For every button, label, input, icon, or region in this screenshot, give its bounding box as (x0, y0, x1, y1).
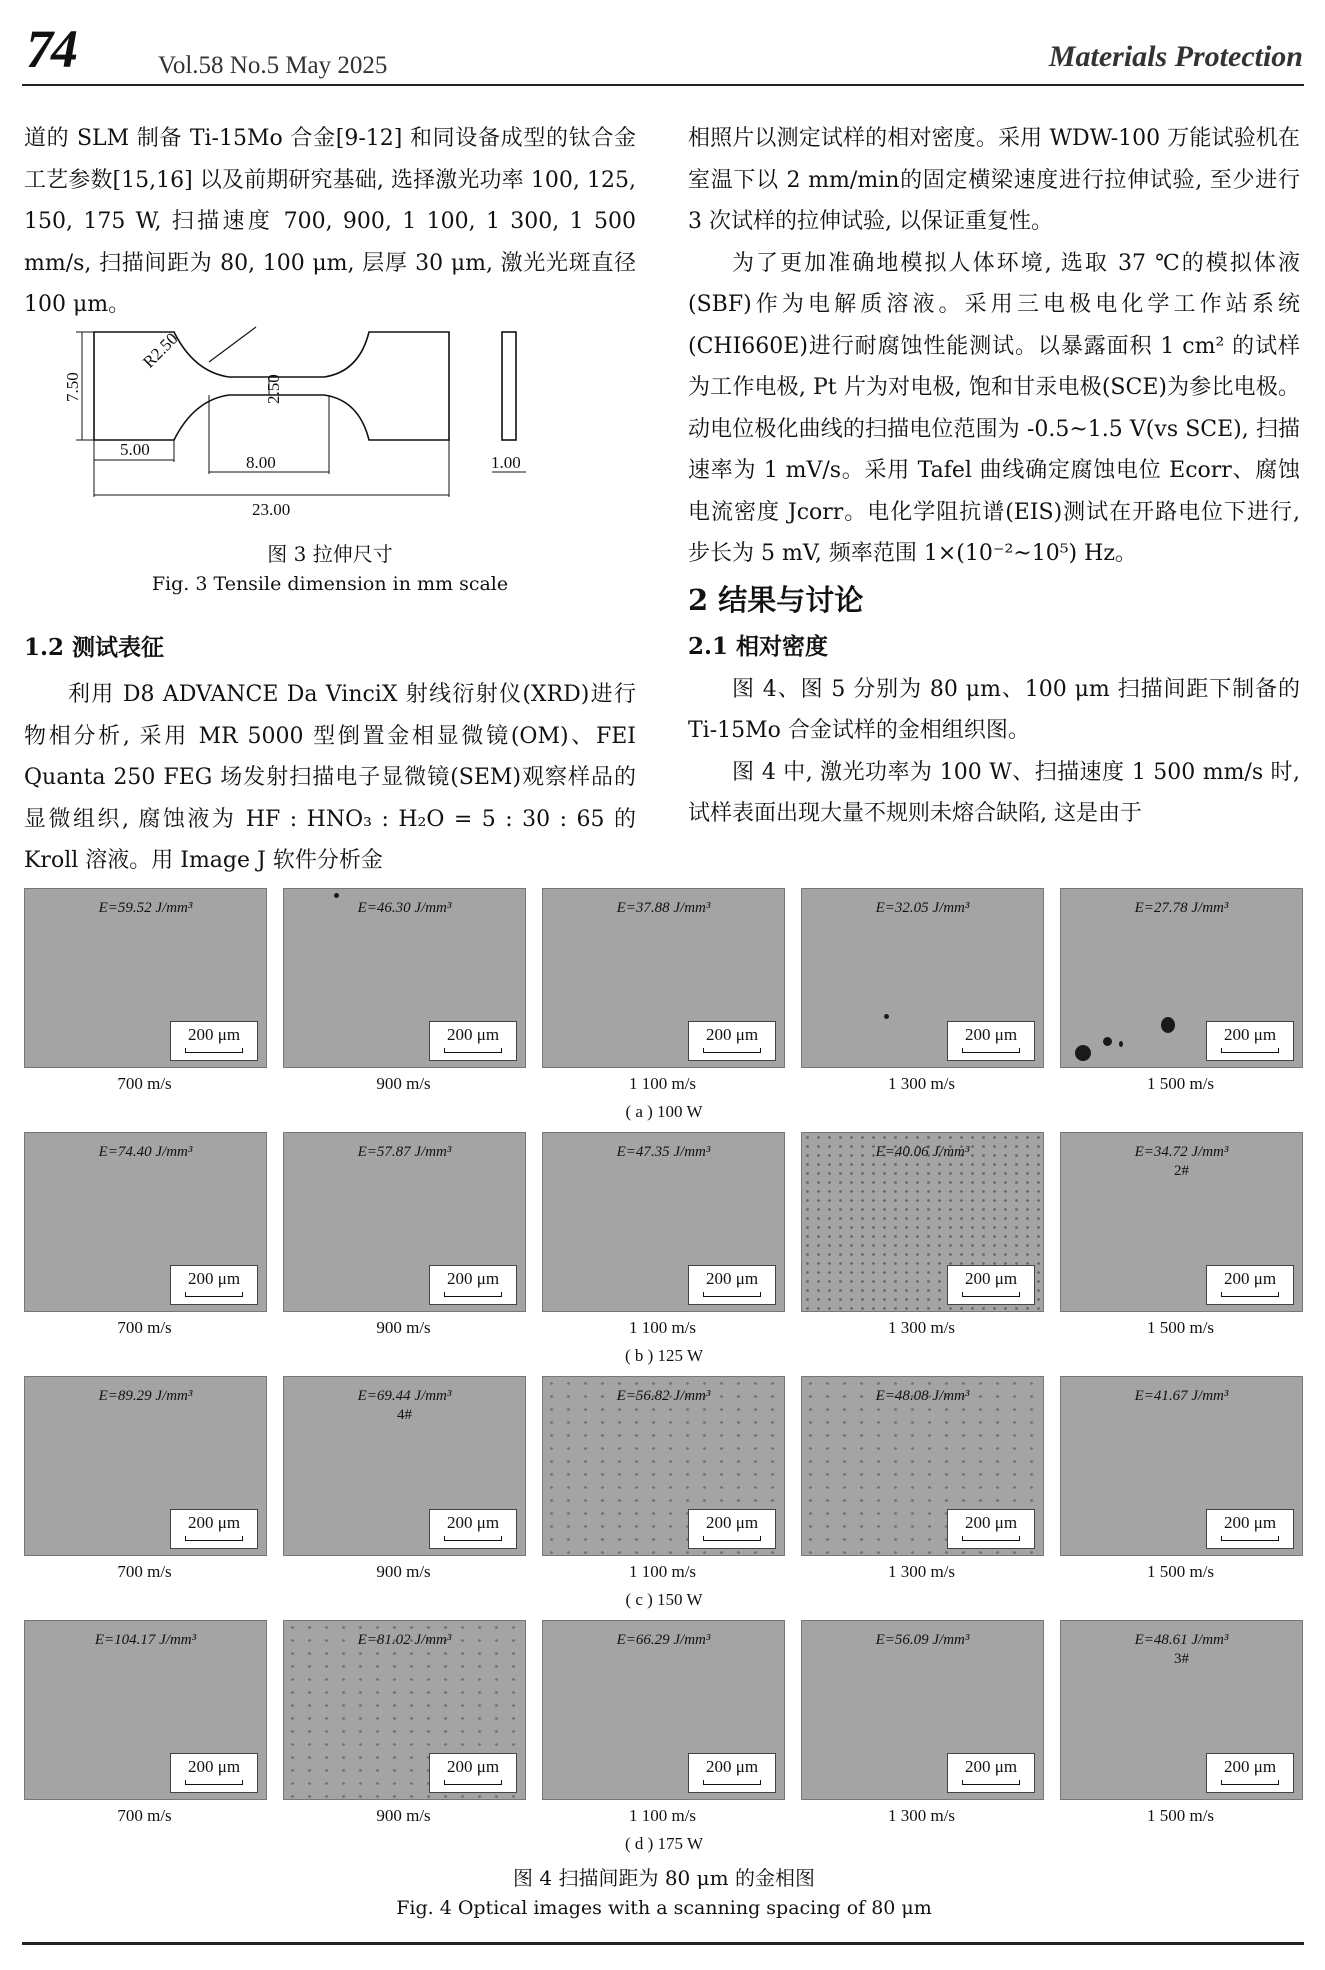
energy-label: E=32.05 J/mm³ (875, 900, 970, 916)
row-label: ( b ) 125 W (624, 1346, 704, 1365)
speed-label: 900 m/s (376, 1074, 431, 1093)
label-800: 8.00 (246, 453, 276, 472)
scale-bar: 200 μm (947, 1753, 1035, 1793)
figure-3-caption-cn: 图 3 拉伸尺寸 (267, 542, 393, 566)
figure-4-grid (24, 888, 1304, 1864)
paragraph: 利用 D8 ADVANCE Da VinciX 射线衍射仪(XRD)进行物相分析, 采用 MR 5000 型倒置金相显微镜(OM)、FEI Quanta 250 FEG 场发射扫描电子显微镜(SEM)观察样品的显微组织, 腐蚀液为 HF : HNO₃ : H₂O = 5 : 30 : 65 的 Kroll 溶液。用 Image J 软件分析金 (24, 682, 636, 873)
figure-4-caption-cn: 图 4 扫描间距为 80 μm 的金相图 (513, 1866, 815, 1890)
figure-3 (24, 322, 636, 617)
scale-bar: 200 μm (429, 1021, 517, 1061)
figure-row-d (24, 1620, 1304, 1864)
speed-label: 1 500 m/s (1146, 1562, 1215, 1581)
micrograph-panel (1060, 1132, 1303, 1312)
speed-label: 1 100 m/s (628, 1318, 697, 1337)
scale-bar: 200 μm (688, 1021, 776, 1061)
energy-label: E=37.88 J/mm³ (616, 900, 711, 916)
scale-bar: 200 μm (170, 1509, 258, 1549)
scale-bar: 200 μm (688, 1753, 776, 1793)
energy-label: E=40.06 J/mm³ (875, 1144, 970, 1160)
figure-4-caption-en: Fig. 4 Optical images with a scanning spacing of 80 μm (396, 1897, 932, 1919)
paragraph: 为了更加准确地模拟人体环境, 选取 37 ℃的模拟体液(SBF)作为电解质溶液。采用三电极电化学工作站系统(CHI660E)进行耐腐蚀性能测试。以暴露面积 1 cm² 的试样为工作电极, Pt 片为对电极, 饱和甘汞电极(SCE)为参比电极。动电位极化曲线的扫描电位范围为 -0.5~1.5 V(vs SCE), 扫描速率为 1 mV/s。采用 Tafel 曲线确定腐蚀电位 Ecorr、腐蚀电流密度 Jcorr。电化学阻抗谱(EIS)测试在开路电位下进行, 步长为 5 mV, 频率范围 1×(10⁻²~10⁵) Hz。 (688, 250, 1300, 566)
energy-label: E=104.17 J/mm³ (94, 1632, 197, 1648)
micrograph-panel (801, 1620, 1044, 1800)
micrograph-panel (1060, 1620, 1303, 1800)
label-r250: R2.50 (139, 329, 182, 372)
sample-tag: 4# (397, 1407, 412, 1423)
left-column-bottom (24, 626, 636, 882)
micrograph-panel (542, 888, 785, 1068)
speed-label: 900 m/s (376, 1562, 431, 1581)
sample-tag: 3# (1174, 1651, 1189, 1667)
energy-label: E=41.67 J/mm³ (1134, 1388, 1229, 1404)
row-label: ( a ) 100 W (625, 1102, 703, 1121)
speed-label: 900 m/s (376, 1806, 431, 1825)
micrograph-panel (542, 1132, 785, 1312)
scale-bar: 200 μm (429, 1753, 517, 1793)
label-500: 5.00 (120, 440, 150, 459)
figure-row-c (24, 1376, 1304, 1620)
speed-label: 1 300 m/s (887, 1074, 956, 1093)
scale-bar: 200 μm (1206, 1265, 1294, 1305)
speed-label: 1 500 m/s (1146, 1074, 1215, 1093)
micrograph-panel (283, 1132, 526, 1312)
speed-label: 700 m/s (117, 1074, 172, 1093)
section-heading-2: 2 结果与讨论 (688, 582, 864, 617)
speed-label: 1 300 m/s (887, 1806, 956, 1825)
speed-label: 1 300 m/s (887, 1318, 956, 1337)
right-column (688, 118, 1300, 835)
energy-label: E=59.52 J/mm³ (98, 900, 193, 916)
energy-label: E=46.30 J/mm³ (357, 900, 452, 916)
volume-info: Vol.58 No.5 May 2025 (158, 52, 388, 79)
paragraph: 图 4、图 5 分别为 80 μm、100 μm 扫描间距下制备的 Ti-15Mo 合金试样的金相组织图。 (688, 676, 1300, 743)
scale-bar: 200 μm (688, 1265, 776, 1305)
micrograph-panel (542, 1376, 785, 1556)
figure-row-b (24, 1132, 1304, 1376)
label-250: 2.50 (264, 374, 283, 404)
section-heading-2-1: 2.1 相对密度 (688, 632, 829, 660)
micrograph-panel (801, 1376, 1044, 1556)
row-label: ( d ) 175 W (624, 1834, 704, 1853)
energy-label: E=66.29 J/mm³ (616, 1632, 711, 1648)
speed-label: 900 m/s (376, 1318, 431, 1337)
micrograph-panel (283, 1376, 526, 1556)
speed-label: 1 100 m/s (628, 1074, 697, 1093)
scale-bar: 200 μm (947, 1509, 1035, 1549)
energy-label: E=74.40 J/mm³ (98, 1144, 193, 1160)
speed-label: 700 m/s (117, 1318, 172, 1337)
micrograph-panel (24, 1132, 267, 1312)
label-100: 1.00 (491, 453, 521, 472)
journal-name: Materials Protection (1048, 40, 1303, 73)
scale-bar: 200 μm (170, 1021, 258, 1061)
micrograph-panel (542, 1620, 785, 1800)
label-750: 7.50 (63, 372, 82, 402)
page-footer-rule (22, 1942, 1304, 1945)
sample-tag: 2# (1174, 1163, 1189, 1179)
energy-label: E=34.72 J/mm³ 2# (1061, 1143, 1302, 1181)
energy-label: E=57.87 J/mm³ (357, 1144, 452, 1160)
energy-label: E=48.61 J/mm³ 3# (1061, 1631, 1302, 1669)
figure-3-caption-en: Fig. 3 Tensile dimension in mm scale (151, 573, 509, 595)
energy-label: E=47.35 J/mm³ (616, 1144, 711, 1160)
scale-bar: 200 μm (688, 1509, 776, 1549)
scale-bar: 200 μm (1206, 1021, 1294, 1061)
micrograph-panel (801, 888, 1044, 1068)
row-label: ( c ) 150 W (625, 1590, 703, 1609)
micrograph-panel (24, 888, 267, 1068)
tensile-dimension-drawing (24, 322, 636, 522)
speed-label: 700 m/s (117, 1806, 172, 1825)
scale-bar: 200 μm (1206, 1753, 1294, 1793)
energy-label: E=48.08 J/mm³ (875, 1388, 970, 1404)
page-number: 74 (26, 19, 76, 79)
speed-label: 1 100 m/s (628, 1562, 697, 1581)
scale-bar: 200 μm (1206, 1509, 1294, 1549)
energy-label: E=89.29 J/mm³ (98, 1388, 193, 1404)
micrograph-panel (283, 888, 526, 1068)
energy-label: E=27.78 J/mm³ (1134, 900, 1229, 916)
scale-bar: 200 μm (947, 1021, 1035, 1061)
micrograph-panel (801, 1132, 1044, 1312)
paragraph: 相照片以测定试样的相对密度。采用 WDW-100 万能试验机在室温下以 2 mm/min的固定横梁速度进行拉伸试验, 至少进行 3 次试样的拉伸试验, 以保证重复性。 (688, 126, 1300, 234)
left-column-top (24, 118, 636, 326)
micrograph-panel (283, 1620, 526, 1800)
scale-bar: 200 μm (170, 1265, 258, 1305)
paragraph: 图 4 中, 激光功率为 100 W、扫描速度 1 500 mm/s 时, 试样表面出现大量不规则未熔合缺陷, 这是由于 (688, 759, 1300, 826)
section-heading-1-2: 1.2 测试表征 (24, 634, 165, 661)
figure-3-labels (63, 329, 521, 519)
figure-row-a (24, 888, 1304, 1132)
speed-label: 1 300 m/s (887, 1562, 956, 1581)
label-2300: 23.00 (252, 500, 291, 519)
scale-bar: 200 μm (170, 1753, 258, 1793)
micrograph-panel (1060, 1376, 1303, 1556)
speed-label: 1 100 m/s (628, 1806, 697, 1825)
speed-label: 1 500 m/s (1146, 1318, 1215, 1337)
scale-bar: 200 μm (947, 1265, 1035, 1305)
micrograph-panel (24, 1376, 267, 1556)
energy-label: E=56.09 J/mm³ (875, 1632, 970, 1648)
scale-bar: 200 μm (429, 1509, 517, 1549)
micrograph-panel (24, 1620, 267, 1800)
figure-4-caption (24, 1862, 1304, 1922)
scale-bar: 200 μm (429, 1265, 517, 1305)
energy-label: E=69.44 J/mm³ 4# (284, 1387, 525, 1425)
micrograph-panel (1060, 888, 1303, 1068)
energy-label: E=81.02 J/mm³ (357, 1632, 452, 1648)
paragraph: 道的 SLM 制备 Ti-15Mo 合金[9-12] 和同设备成型的钛合金工艺参数[15,16] 以及前期研究基础, 选择激光功率 100, 125, 150, 175 W, 扫描速度 700, 900, 1 100, 1 300, 1 500 mm/s, 扫描间距为 80, 100 μm, 层厚 30 μm, 激光光斑直径 100 μm。 (24, 126, 636, 317)
energy-label: E=56.82 J/mm³ (616, 1388, 711, 1404)
speed-label: 700 m/s (117, 1562, 172, 1581)
speed-label: 1 500 m/s (1146, 1806, 1215, 1825)
